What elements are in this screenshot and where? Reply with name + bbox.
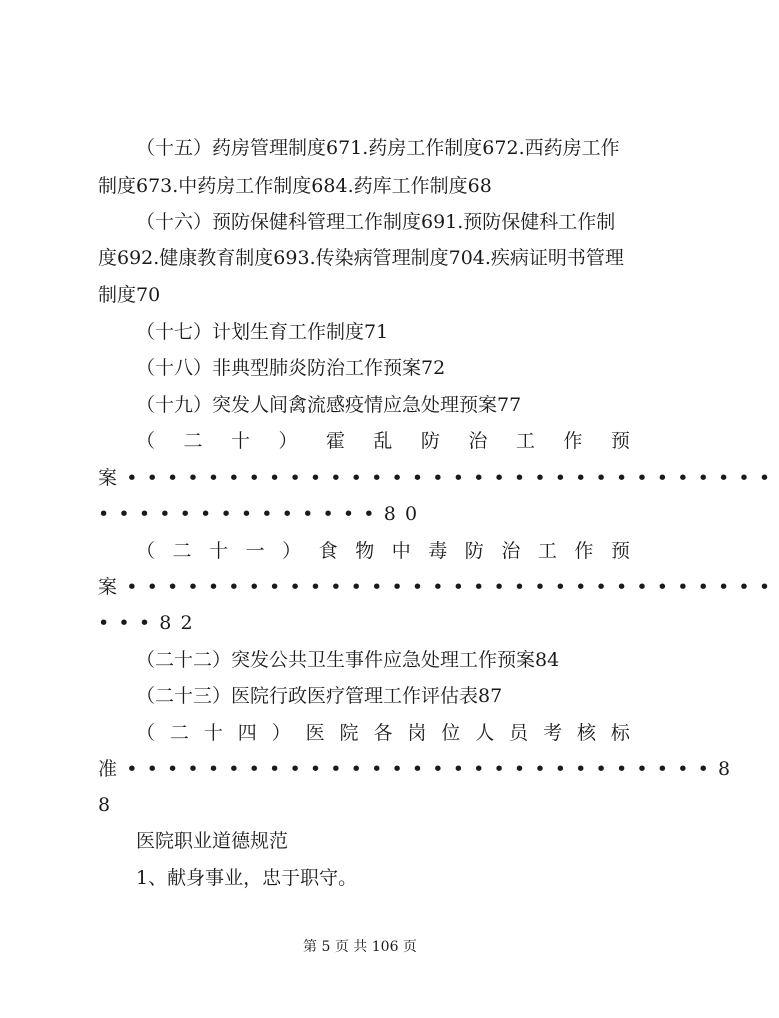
char: 人 bbox=[475, 722, 495, 744]
char: 四 bbox=[237, 722, 257, 744]
char: 物 bbox=[355, 540, 375, 562]
toc-line-16c: 制度70 bbox=[98, 284, 161, 306]
char: 作 bbox=[574, 540, 594, 562]
char: 食 bbox=[318, 540, 338, 562]
toc-line-20a bbox=[136, 429, 630, 453]
toc-line-15a: （十五）药房管理制度671.药房工作制度672.西药房工作 bbox=[136, 137, 620, 159]
char: 十 bbox=[203, 722, 223, 744]
char: ） bbox=[278, 430, 298, 452]
char: 预 bbox=[610, 430, 630, 452]
char: 院 bbox=[339, 722, 359, 744]
char: 各 bbox=[373, 722, 393, 744]
char: 二 bbox=[169, 722, 189, 744]
page-footer: 第 5 页 共 106 页 bbox=[303, 939, 417, 955]
toc-line-21c: •••82 bbox=[98, 612, 202, 634]
char: 员 bbox=[509, 722, 529, 744]
toc-line-22: （二十二）突发公共卫生事件应急处理工作预案84 bbox=[136, 649, 560, 671]
char: 二 bbox=[172, 540, 192, 562]
char: 预 bbox=[610, 540, 630, 562]
toc-line-17: （十七）计划生育工作制度71 bbox=[136, 321, 389, 343]
toc-line-15b: 制度673.中药房工作制度684.药库工作制度68 bbox=[98, 175, 492, 197]
char: ） bbox=[282, 540, 302, 562]
char: 防 bbox=[464, 540, 484, 562]
char: 十 bbox=[209, 540, 229, 562]
char: 中 bbox=[391, 540, 411, 562]
char: ） bbox=[271, 722, 291, 744]
char: 十 bbox=[230, 430, 250, 452]
char: 位 bbox=[441, 722, 461, 744]
char: 工 bbox=[515, 430, 535, 452]
toc-line-24c: 8 bbox=[98, 794, 111, 816]
toc-line-18: （十八）非典型肺炎防治工作预案72 bbox=[136, 357, 446, 379]
toc-line-16b: 度692.健康教育制度693.传染病管理制度704.疾病证明书管理 bbox=[98, 247, 624, 269]
toc-line-21b: 案•••••••••••••••••••••••••••••••• bbox=[98, 576, 779, 598]
char: 标 bbox=[610, 722, 630, 744]
char: 乱 bbox=[373, 430, 393, 452]
char: 岗 bbox=[407, 722, 427, 744]
char: 考 bbox=[543, 722, 563, 744]
char: 毒 bbox=[428, 540, 448, 562]
toc-line-21a bbox=[136, 539, 630, 563]
char: 作 bbox=[563, 430, 583, 452]
toc-line-23: （二十三）医院行政医疗管理工作评估表87 bbox=[136, 685, 503, 707]
toc-line-24b: 准•••••••••••••••••••••••••••••8 bbox=[98, 758, 740, 780]
toc-line-16a: （十六）预防保健科管理工作制度691.预防保健科工作制 bbox=[136, 211, 616, 233]
char: 治 bbox=[468, 430, 488, 452]
toc-line-20b: 案•••••••••••••••••••••••••••••••• bbox=[98, 467, 779, 489]
char: 治 bbox=[501, 540, 521, 562]
list-item: 1、献身事业，忠于职守。 bbox=[136, 867, 358, 889]
toc-line-19: （十九）突发人间禽流感疫情应急处理预案77 bbox=[136, 394, 522, 416]
char: （ bbox=[136, 722, 156, 744]
char: 防 bbox=[420, 430, 440, 452]
toc-line-24a bbox=[136, 721, 630, 745]
char: 一 bbox=[245, 540, 265, 562]
char: 工 bbox=[537, 540, 557, 562]
char: 霍 bbox=[325, 430, 345, 452]
toc-line-20c: ••••••••••••••80 bbox=[98, 503, 427, 525]
char: 核 bbox=[576, 722, 596, 744]
char: 医 bbox=[305, 722, 325, 744]
char: 二 bbox=[183, 430, 203, 452]
char: （ bbox=[136, 430, 156, 452]
section-heading: 医院职业道德规范 bbox=[136, 830, 289, 852]
char: （ bbox=[136, 540, 156, 562]
